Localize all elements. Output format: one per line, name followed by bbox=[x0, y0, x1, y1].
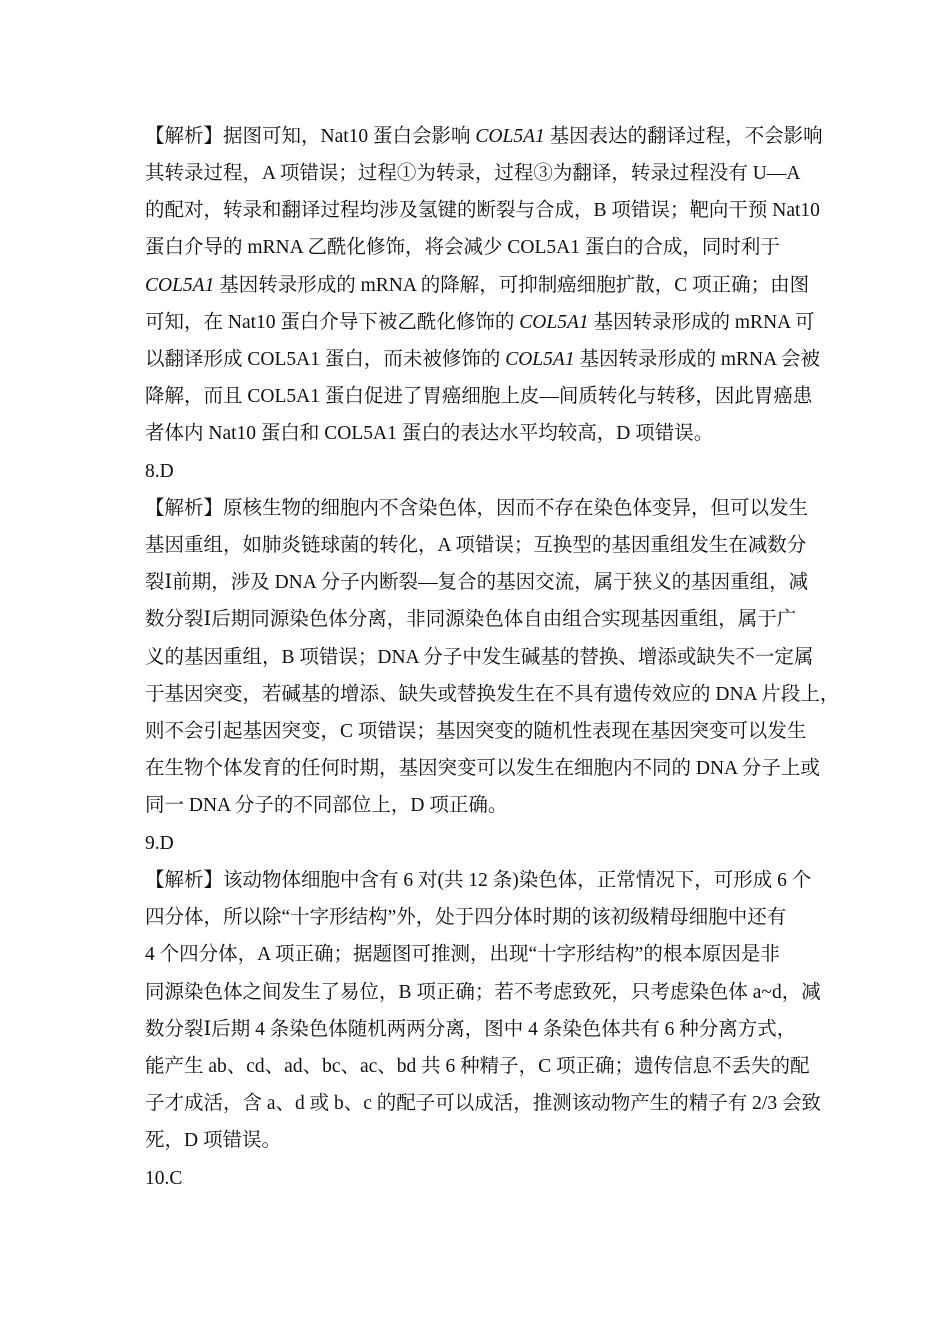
q7-line-2: 其转录过程，A 项错误；过程①为转录，过程③为翻译，转录过程没有 U—A bbox=[145, 163, 801, 184]
q9-line-6: 能产生 ab、cd、ad、bc、ac、bd 共 6 种精子，C 项正确；遗传信息不丢失的配 bbox=[145, 1056, 810, 1077]
answer-number-8: 8.D bbox=[145, 461, 174, 482]
q9-line-1: 【解析】该动物体细胞中含有 6 对(共 12 条)染色体，正常情况下，可形成 6 个 bbox=[145, 870, 812, 891]
q8-line-9: 同一 DNA 分子的不同部位上，D 项正确。 bbox=[145, 795, 508, 816]
q8-line-1: 【解析】原核生物的细胞内不含染色体，因而不存在染色体变异，但可以发生 bbox=[145, 498, 809, 519]
q8-line-3: 裂Ⅰ前期，涉及 DNA 分子内断裂—复合的基因交流，属于狭义的基因重组，减 bbox=[145, 572, 809, 593]
q7-line-8: 降解，而且 COL5A1 蛋白促进了胃癌细胞上皮—间质转化与转移，因此胃癌患 bbox=[145, 386, 813, 407]
q7-line-6: 可知，在 Nat10 蛋白介导下被乙酰化修饰的 COL5A1 基因转录形成的 mRNA 可 bbox=[145, 312, 815, 333]
q9-line-8: 死，D 项错误。 bbox=[145, 1130, 281, 1151]
q7-line-3: 的配对，转录和翻译过程均涉及氢键的断裂与合成，B 项错误；靶向干预 Nat10 bbox=[145, 200, 820, 221]
q9-line-4: 同源染色体之间发生了易位，B 项正确；若不考虑致死，只考虑染色体 a~d，减 bbox=[145, 982, 821, 1003]
q8-line-4: 数分裂Ⅰ后期同源染色体分离，非同源染色体自由组合实现基因重组，属于广 bbox=[145, 609, 797, 630]
q8-line-6: 于基因突变，若碱基的增添、缺失或替换发生在不具有遗传效应的 DNA 片段上， bbox=[145, 684, 840, 705]
q8-line-5: 义的基因重组，B 项错误；DNA 分子中发生碱基的替换、增添或缺失不一定属 bbox=[145, 647, 814, 668]
q9-line-5: 数分裂Ⅰ后期 4 条染色体随机两两分离，图中 4 条染色体共有 6 种分离方式， bbox=[145, 1019, 797, 1040]
q7-line-1: 【解析】据图可知，Nat10 蛋白会影响 COL5A1 基因表达的翻译过程，不会影响 bbox=[145, 126, 823, 147]
q9-line-3: 4 个四分体，A 项正确；据题图可推测，出现“十字形结构”的根本原因是非 bbox=[145, 944, 780, 965]
q8-line-7: 则不会引起基因突变，C 项错误；基因突变的随机性表现在基因突变可以发生 bbox=[145, 721, 807, 742]
q7-line-4: 蛋白介导的 mRNA 乙酰化修饰，将会减少 COL5A1 蛋白的合成，同时利于 bbox=[145, 237, 780, 258]
q8-line-8: 在生物个体发育的任何时期，基因突变可以发生在细胞内不同的 DNA 分子上或 bbox=[145, 758, 820, 779]
q7-line-5: COL5A1 基因转录形成的 mRNA 的降解，可抑制癌细胞扩散，C 项正确；由图 bbox=[145, 275, 810, 296]
answer-number-10: 10.C bbox=[145, 1168, 183, 1189]
answer-number-9: 9.D bbox=[145, 833, 174, 854]
q8-line-2: 基因重组，如肺炎链球菌的转化，A 项错误；互换型的基因重组发生在减数分 bbox=[145, 535, 807, 556]
q9-line-7: 子才成活，含 a、d 或 b、c 的配子可以成活，推测该动物产生的精子有 2/3 会致 bbox=[145, 1093, 821, 1114]
q7-line-9: 者体内 Nat10 蛋白和 COL5A1 蛋白的表达水平均较高，D 项错误。 bbox=[145, 423, 714, 444]
q9-line-2: 四分体，所以除“十字形结构”外，处于四分体时期的该初级精母细胞中还有 bbox=[145, 907, 787, 928]
q7-line-7: 以翻译形成 COL5A1 蛋白，而未被修饰的 COL5A1 基因转录形成的 mRNA 会被 bbox=[145, 349, 820, 370]
